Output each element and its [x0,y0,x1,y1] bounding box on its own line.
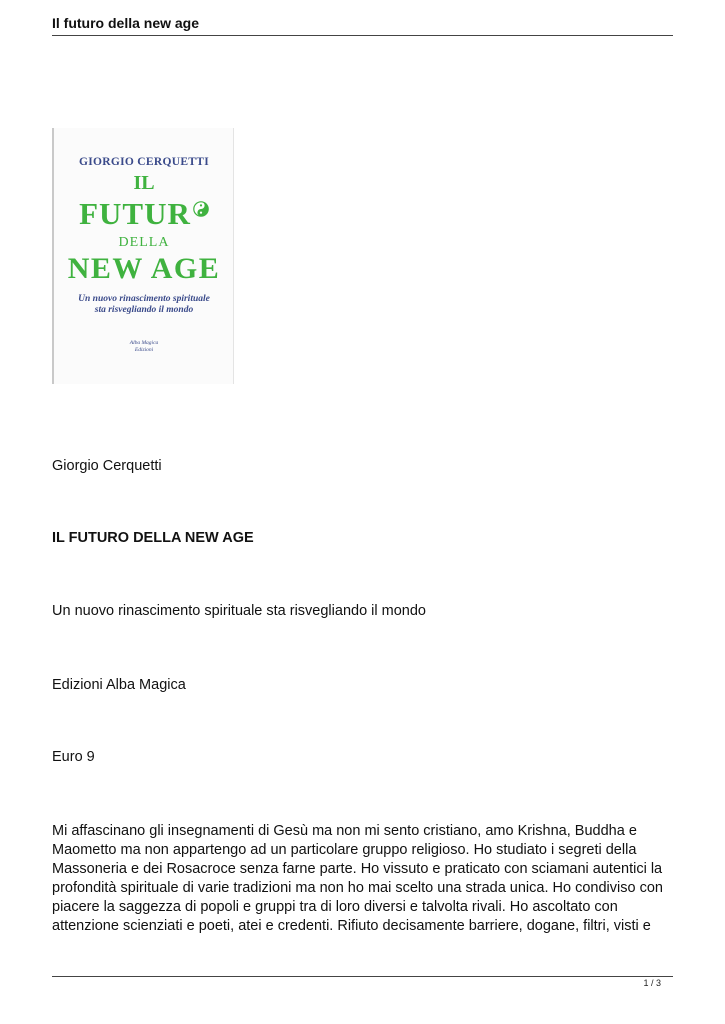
cover-title-il: IL [133,172,155,194]
cover-title-della: DELLA [118,235,170,250]
body-paragraph: Mi affascinano gli insegnamenti di Gesù ma non mi sento cristiano, amo Krishna, Buddha e Maometto ma non appartengo ad un particolare gruppo religioso. Ho studiato i segreti della Massoneria e dei Rosacroce senza farne parte. Ho vissuto e praticato con sciamani autentici la profondità spirituale di varie tradizioni ma non ho mai scelto una strada unica. Ho condiviso con piacere la saggezza di popoli e gruppi tra di loro diversi e talvolta rivali. Ho ascoltato con attenzione scienziati e poeti, atei e credenti. Rifiuto decisamente barriere, dogane, filtri, visti e [52,823,663,934]
cover-subtitle-line2: sta risvegliando il mondo [94,305,194,315]
page-number: 1 / 3 [643,978,661,988]
cover-publisher [54,340,234,354]
cover-title-futuro [54,196,234,232]
footer-divider [52,976,673,977]
cover-publisher-line2: Edizioni [134,347,154,353]
book-subtitle: Un nuovo rinascimento spirituale sta risvegliando il mondo [52,603,426,619]
cover-subtitle-line1: Un nuovo rinascimento spirituale [78,294,210,304]
cover-publisher-line1: Alba Magica [129,340,159,346]
book-title: IL FUTURO DELLA NEW AGE [52,530,254,546]
cover-author: GIORGIO CERQUETTI [78,156,210,168]
yin-yang-icon [193,201,209,217]
page-header-title: Il futuro della new age [52,15,200,31]
author-name: Giorgio Cerquetti [52,458,162,474]
cover-title-new-age: NEW AGE [67,252,221,285]
cover-title-futuro-text: FUTUR [79,196,191,231]
publisher-name: Edizioni Alba Magica [52,677,186,693]
cover-subtitle [64,294,224,316]
price: Euro 9 [52,749,95,765]
book-cover-image [52,128,234,384]
header-divider [52,35,673,36]
